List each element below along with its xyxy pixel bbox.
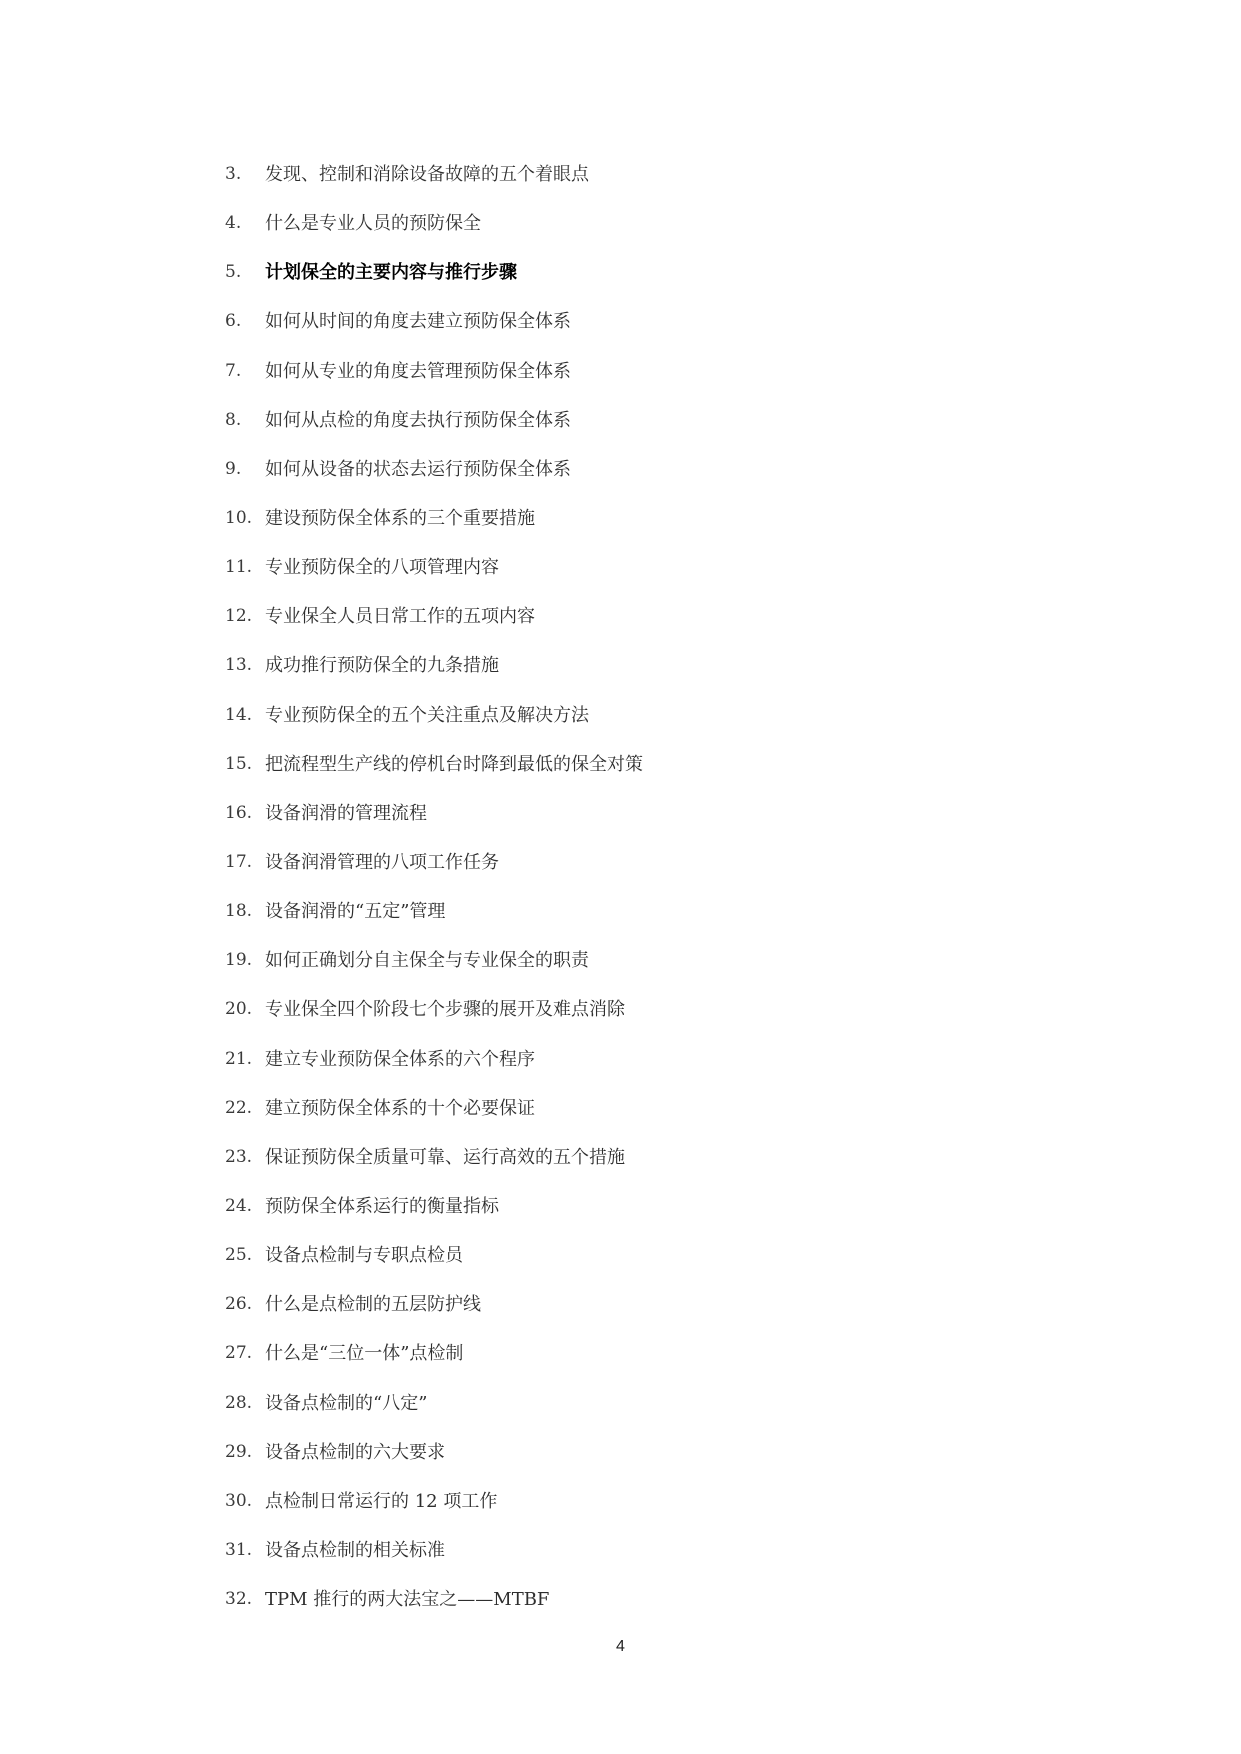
toc-entry	[225, 1575, 1125, 1624]
toc-entry	[225, 1231, 1125, 1280]
toc-entry-title: 设备润滑的管理流程	[265, 802, 427, 824]
toc-entry-title: 设备点检制的六大要求	[265, 1441, 445, 1463]
toc-entry	[225, 1379, 1125, 1428]
toc-entry-title: 专业保全四个阶段七个步骤的展开及难点消除	[265, 999, 625, 1021]
toc-entry-title: 建立预防保全体系的十个必要保证	[265, 1097, 535, 1119]
toc-entry-number: 32.	[225, 1589, 253, 1610]
toc-entry	[225, 936, 1125, 985]
toc-entry-number: 9.	[225, 458, 242, 479]
toc-entry-number: 29.	[225, 1441, 253, 1462]
toc-entry-title: 设备润滑的“五定”管理	[265, 901, 446, 923]
toc-entry	[225, 1526, 1125, 1575]
toc-entry-title: 建立专业预防保全体系的六个程序	[265, 1048, 535, 1070]
toc-entry-title: 成功推行预防保全的九条措施	[265, 655, 499, 677]
toc-entry-number: 5.	[225, 262, 242, 283]
toc-entry-title: 设备点检制的相关标准	[265, 1539, 445, 1561]
toc-entry	[225, 1084, 1125, 1133]
toc-entry-number: 30.	[225, 1490, 253, 1511]
toc-entry-number: 28.	[225, 1392, 253, 1413]
toc-entry-title: 专业预防保全的五个关注重点及解决方法	[265, 704, 589, 726]
toc-entry-title: 设备润滑管理的八项工作任务	[265, 851, 499, 873]
toc-entry	[225, 838, 1125, 887]
toc-entry-title: 专业保全人员日常工作的五项内容	[265, 606, 535, 628]
toc-entry	[225, 1133, 1125, 1182]
toc-entry-number: 13.	[225, 655, 253, 676]
toc-entry-title: 计划保全的主要内容与推行步骤	[265, 262, 517, 284]
toc-entry	[225, 150, 1125, 199]
toc-entry-number: 25.	[225, 1245, 253, 1266]
toc-entry-title: 预防保全体系运行的衡量指标	[265, 1195, 499, 1217]
toc-entry-number: 14.	[225, 704, 253, 725]
toc-entry	[225, 396, 1125, 445]
toc-entry	[225, 887, 1125, 936]
toc-entry-number: 6.	[225, 311, 242, 332]
toc-entry	[225, 1477, 1125, 1526]
toc-entry	[225, 248, 1125, 297]
toc-entry-number: 18.	[225, 901, 253, 922]
toc-entry	[225, 985, 1125, 1034]
toc-entry-title: 如何从点检的角度去执行预防保全体系	[265, 409, 571, 431]
toc-entry-number: 26.	[225, 1294, 253, 1315]
toc-entry-title: 什么是点检制的五层防护线	[265, 1294, 481, 1316]
toc-entry-title: 建设预防保全体系的三个重要措施	[265, 507, 535, 529]
toc-entry	[225, 1280, 1125, 1329]
toc-entry	[225, 1428, 1125, 1477]
toc-entry-title: TPM 推行的两大法宝之——MTBF	[265, 1589, 550, 1611]
toc-entry-title: 如何从时间的角度去建立预防保全体系	[265, 311, 571, 333]
toc-entry-number: 11.	[225, 557, 253, 578]
toc-entry-number: 4.	[225, 213, 242, 234]
toc-entry	[225, 740, 1125, 789]
toc-entry	[225, 691, 1125, 740]
table-of-contents-list	[225, 150, 1125, 1624]
toc-entry-title: 如何从设备的状态去运行预防保全体系	[265, 458, 571, 480]
toc-entry	[225, 641, 1125, 690]
toc-entry-title: 设备点检制的“八定”	[265, 1392, 428, 1414]
toc-entry-title: 设备点检制与专职点检员	[265, 1245, 463, 1267]
toc-entry	[225, 543, 1125, 592]
toc-entry-title: 发现、控制和消除设备故障的五个着眼点	[265, 164, 589, 185]
toc-entry-title: 点检制日常运行的 12 项工作	[265, 1490, 498, 1512]
toc-entry-title: 什么是专业人员的预防保全	[265, 213, 481, 235]
toc-entry	[225, 347, 1125, 396]
toc-entry	[225, 494, 1125, 543]
toc-entry	[225, 1035, 1125, 1084]
toc-entry-number: 12.	[225, 606, 253, 627]
toc-entry	[225, 789, 1125, 838]
toc-entry	[225, 199, 1125, 248]
page-number: 4	[616, 1638, 625, 1655]
toc-entry-number: 17.	[225, 851, 253, 872]
toc-entry-title: 如何从专业的角度去管理预防保全体系	[265, 360, 571, 382]
toc-entry	[225, 445, 1125, 494]
toc-entry-number: 7.	[225, 360, 242, 381]
toc-entry-number: 10.	[225, 507, 253, 528]
toc-entry-number: 24.	[225, 1195, 253, 1216]
toc-entry	[225, 592, 1125, 641]
toc-entry	[225, 297, 1125, 346]
toc-entry	[225, 1329, 1125, 1378]
toc-entry-number: 31.	[225, 1539, 253, 1560]
toc-entry-title: 什么是“三位一体”点检制	[265, 1343, 464, 1365]
toc-entry-title: 保证预防保全质量可靠、运行高效的五个措施	[265, 1146, 625, 1168]
toc-entry-number: 21.	[225, 1048, 253, 1069]
toc-entry-number: 3.	[225, 164, 242, 184]
toc-entry-number: 23.	[225, 1146, 253, 1167]
toc-entry-title: 专业预防保全的八项管理内容	[265, 557, 499, 579]
toc-entry-number: 15.	[225, 753, 253, 774]
toc-entry-number: 16.	[225, 802, 253, 823]
toc-entry-number: 19.	[225, 950, 253, 971]
toc-entry-title: 如何正确划分自主保全与专业保全的职责	[265, 950, 589, 972]
toc-entry	[225, 1182, 1125, 1231]
toc-entry-title: 把流程型生产线的停机台时降到最低的保全对策	[265, 753, 643, 775]
toc-entry-number: 22.	[225, 1097, 253, 1118]
toc-entry-number: 20.	[225, 999, 253, 1020]
toc-entry-number: 8.	[225, 409, 242, 430]
toc-entry-number: 27.	[225, 1343, 253, 1364]
